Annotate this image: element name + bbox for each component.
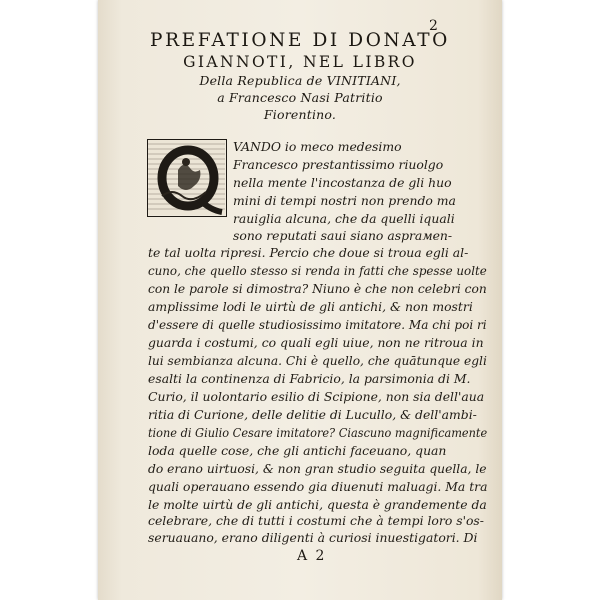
body-line: celebrare, che di tutti i costumi che à tempi loro s'os-	[148, 513, 484, 528]
body-line: quali operauano essendo gia diuenuti maluagi. Ma tra	[148, 479, 488, 494]
body-line: rauiglia alcuna, che da quelli iquali	[233, 211, 455, 226]
title-line-5: Fiorentino.	[263, 107, 337, 122]
title-line-1: PREFATIONE DI DONATO	[150, 30, 450, 51]
body-line: con le parole si dimostra? Niuno è che non celebri con	[148, 281, 487, 296]
body-line: ritia di Curione, delle delitie di Lucullo, & dell'ambi-	[148, 407, 477, 422]
page-number: 2	[429, 18, 438, 34]
body-line: loda quelle cose, che gli antichi faceuano, quan	[148, 443, 447, 458]
body-line: d'essere di quelle studiosissimo imitatore. Ma chi poi ri	[148, 317, 487, 332]
title-line-4: a Francesco Nasi Patritio	[217, 90, 383, 105]
body-line: esalti la continenza di Fabricio, la parsimonia di M.	[148, 371, 471, 386]
body-line: mini di tempi nostri non prendo ma	[233, 193, 456, 208]
body-line: seruauano, erano diligenti à curiosi inuestigatori. Di	[148, 530, 478, 545]
body-line: Francesco prestantissimo riuolgo	[233, 157, 444, 172]
body-line: VANDO io meco medesimo	[233, 139, 402, 154]
body-line: Curio, il uolontario esilio di Scipione, non sia dell'aua	[148, 389, 485, 404]
body-line: guarda i costumi, co quali egli uiue, non ne ritroua in	[148, 335, 484, 350]
body-line: nella mente l'incostanza de gli huo	[233, 175, 452, 190]
body-line: sono reputati saui siano asprамen-	[233, 228, 453, 243]
woodcut-initial-illustration	[148, 140, 225, 215]
signature-mark: A 2	[297, 548, 327, 564]
title-line-3: Della Republica de VINITIANI,	[199, 73, 401, 88]
decorated-initial	[147, 139, 227, 217]
title-line-2: GIANNOTI, NEL LIBRO	[183, 53, 417, 71]
body-line: cuno, che quello stesso si renda in fatti che spesse uolte	[148, 263, 487, 278]
body-line: lui sembianza alcuna. Chi è quello, che quātunque egli	[148, 353, 487, 368]
body-line: le molte uirtù de gli antichi, questa è grandemente da	[148, 497, 487, 512]
body-line: amplissime lodi le uirtù de gli antichi, & non mostri	[148, 299, 473, 314]
body-line: do erano uirtuosi, & non gran studio seguita quella, le	[148, 461, 487, 476]
body-line: tione di Giulio Cesare imitatore? Ciascuno magnificamente	[148, 425, 488, 440]
body-line: te tal uolta ripresi. Percio che doue si troua egli al-	[148, 245, 469, 260]
